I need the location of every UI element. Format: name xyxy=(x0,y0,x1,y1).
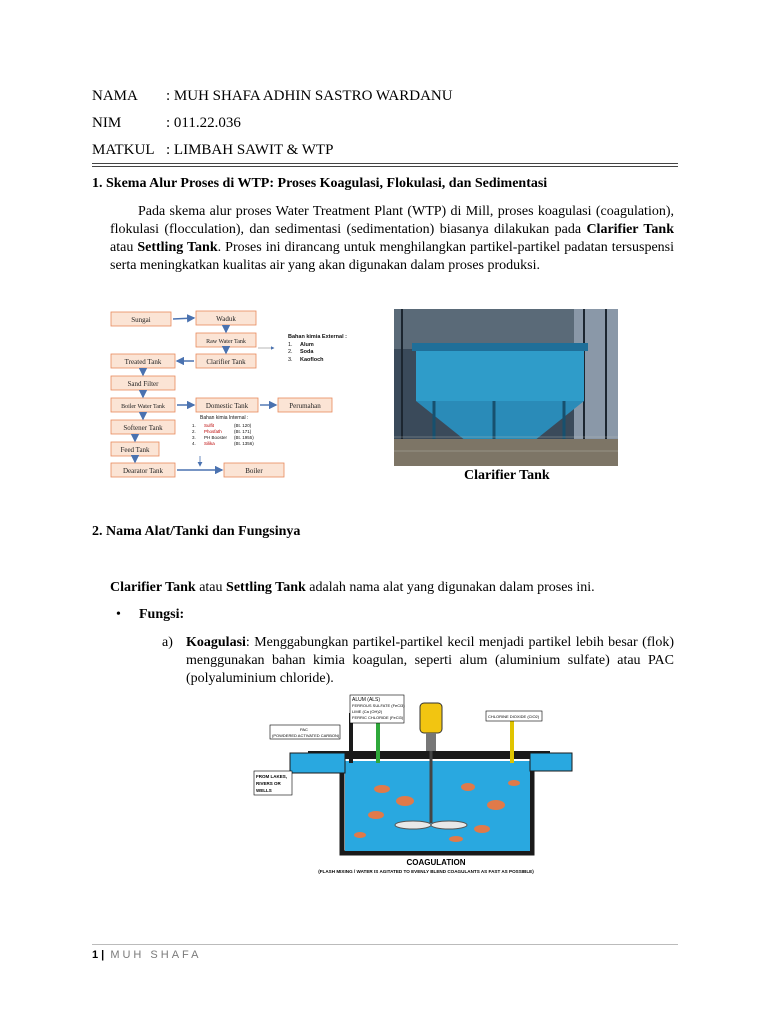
section1-term-clarifier: Clarifier Tank xyxy=(586,222,675,237)
label-treated: Treated Tank xyxy=(124,358,162,366)
footer-rule xyxy=(92,944,678,945)
ext-n3: 3. xyxy=(288,357,293,363)
int-phbooster: PH Booster xyxy=(204,435,228,440)
ext-alum: Alum xyxy=(300,342,314,348)
int-phbooster-code: (Bt. 1955) xyxy=(234,435,254,440)
matkul-label: MATKUL xyxy=(92,142,155,158)
section2-intro xyxy=(110,579,595,597)
matkul-value: : LIMBAH SAWIT & WTP xyxy=(166,142,334,158)
item-a-description: : Menggabungkan partikel-partikel kecil menjadi partikel lebih besar (flok) menggunakan bahan kimia koagulan, seperti alum (aluminium sulfate) atau PAC (polyaluminium chloride). xyxy=(186,635,674,686)
chem-ferrous: FERROUS SULFATE (FeCl3) xyxy=(352,703,405,708)
int-silika: Silika xyxy=(204,441,215,446)
item-a-text xyxy=(186,634,674,688)
int-phosfath: Phosfath xyxy=(204,429,222,434)
diagram-impeller-right xyxy=(431,821,467,829)
label-sand: Sand Filter xyxy=(127,380,159,388)
footer-name: MUH SHAFA xyxy=(104,949,202,961)
section2-term-settling: Settling Tank xyxy=(226,580,306,595)
source-line1: FROM LAKES, xyxy=(256,774,287,779)
int-n2: 2. xyxy=(192,429,196,434)
diagram-impeller-left xyxy=(395,821,431,829)
nama-value: : MUH SHAFA ADHIN SASTRO WARDANU xyxy=(166,88,453,104)
int-n4: 4. xyxy=(192,441,196,446)
ext-n2: 2. xyxy=(288,349,293,355)
section1-text-a: Pada skema alur proses Water Treatment Plant (WTP) di Mill, proses koagulasi (coagulation), flokulasi (flocculation), dan sedimentasi (sedimentation) biasanya dilakukan pada xyxy=(110,204,674,237)
arrow-sungai-waduk xyxy=(173,318,194,319)
coagulation-diagram xyxy=(250,693,580,881)
pac-label: PAC xyxy=(300,727,308,732)
chlorine-label: CHLORINE DIOXIDE (ClO2) xyxy=(488,714,540,719)
label-feed: Feed Tank xyxy=(120,446,150,454)
section2-text-c: adalah nama alat yang digunakan dalam proses ini. xyxy=(305,580,595,595)
int-sulfit: Sulfit xyxy=(204,423,215,428)
source-line2: RIVERS OR xyxy=(256,781,281,786)
footer-separator: | xyxy=(98,949,105,961)
diagram-inlet-pipe xyxy=(290,753,345,773)
label-waduk: Waduk xyxy=(216,315,236,323)
bullet-dot: • xyxy=(116,607,121,622)
clarifier-tank-photo xyxy=(394,309,618,466)
ext-title: Bahan kimia External : xyxy=(288,334,347,340)
photo-tank-body xyxy=(416,349,584,401)
chem-ferric: FERRIC CHLORIDE (FeCl3) xyxy=(352,715,404,720)
label-perumahan: Perumahan xyxy=(289,402,321,410)
section1-text-d: . Proses ini dirancang untuk menghilangkan partikel-partikel padatan tersuspensi serta meningkatkan kualitas air yang akan digunakan dalam proses produksi. xyxy=(110,240,674,273)
label-domestic: Domestic Tank xyxy=(205,402,249,410)
footer xyxy=(92,949,202,961)
photo-tank-rim xyxy=(412,343,588,351)
label-boilerwater: Boiler Water Tank xyxy=(121,404,165,410)
section1-paragraph xyxy=(110,203,674,275)
label-softener: Softener Tank xyxy=(123,424,163,432)
int-phosfath-code: (Bt. 171) xyxy=(234,429,252,434)
photo-ground xyxy=(394,439,618,466)
nim-label: NIM xyxy=(92,115,122,131)
nama-label: NAMA xyxy=(92,88,138,104)
diagram-outlet-pipe xyxy=(530,753,572,771)
ext-n1: 1. xyxy=(288,342,293,348)
fungsi-label: Fungsi: xyxy=(139,607,185,622)
diagram-title: COAGULATION xyxy=(406,858,466,867)
section1-term-settling: Settling Tank xyxy=(137,240,218,255)
nim-value: : 011.22.036 xyxy=(166,115,241,131)
footer-page-number: 1 xyxy=(92,949,99,961)
section1-heading: 1. Skema Alur Proses di WTP: Proses Koagulasi, Flokulasi, dan Sedimentasi xyxy=(92,176,548,191)
header-rule-bottom xyxy=(92,166,678,167)
chem-lime: LIME (Ca (OH)2) xyxy=(352,709,383,714)
section2-text-a: atau xyxy=(195,580,227,595)
header-rule-top xyxy=(92,163,678,164)
ext-kaofloch: Kaofloch xyxy=(300,357,324,363)
label-sungai: Sungai xyxy=(131,316,151,324)
label-boiler: Boiler xyxy=(245,467,263,475)
ext-soda: Soda xyxy=(300,349,314,355)
int-n3: 3. xyxy=(192,435,196,440)
int-title: Bahan kimia Internal : xyxy=(200,415,249,421)
label-clarifier: Clarifier Tank xyxy=(206,358,246,366)
section2-term-clarifier: Clarifier Tank xyxy=(110,580,196,595)
int-n1: 1. xyxy=(192,423,196,428)
int-silika-code: (Bt. 1356) xyxy=(234,441,254,446)
pac-desc: (POWDERED ACTIVATED CARBON) xyxy=(272,733,340,738)
item-a-term: Koagulasi xyxy=(186,635,246,650)
label-dearator: Dearator Tank xyxy=(122,467,164,475)
source-line3: WELLS xyxy=(256,788,272,793)
int-sulfit-code: (Bt. 120) xyxy=(234,423,252,428)
diagram-gearbox xyxy=(426,733,436,751)
item-a-marker: a) xyxy=(162,635,173,650)
wtp-flow-diagram xyxy=(108,306,364,484)
diagram-motor xyxy=(420,703,442,733)
section1-text-c: atau xyxy=(110,240,138,255)
diagram-subtitle: (FLASH MIXING / WATER IS AGITATED TO EVENLY BLEND COAGULANTS AS FAST AS POSSIBLE) xyxy=(318,869,534,874)
label-raw: Raw Water Tank xyxy=(206,339,246,345)
section2-heading: 2. Nama Alat/Tanki dan Fungsinya xyxy=(92,524,301,539)
chem-alum: ALUM (ALS) xyxy=(352,697,381,703)
photo-caption: Clarifier Tank xyxy=(464,468,550,483)
